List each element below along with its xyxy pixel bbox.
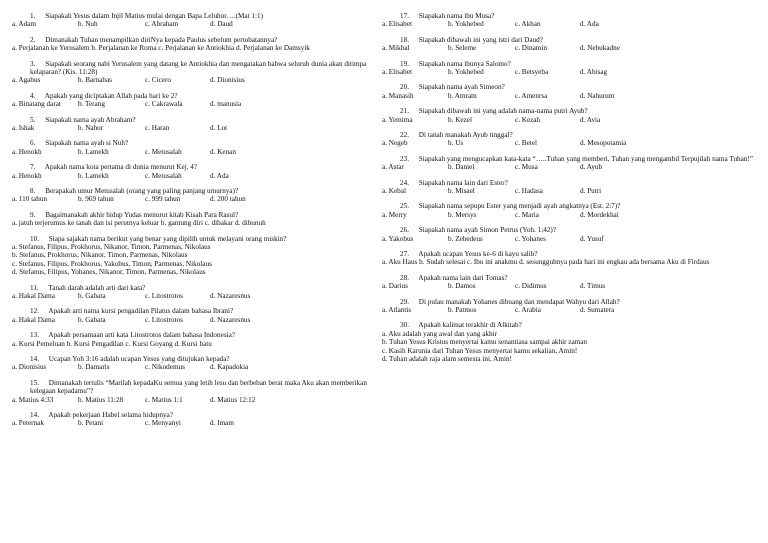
answer-options (12, 20, 382, 28)
answer-option-line[interactable]: a. Aku adalah yang awal dan yang akhir (382, 329, 497, 338)
answer-options (12, 316, 382, 324)
question-text (382, 274, 764, 282)
answer-options (12, 195, 382, 203)
answer-option[interactable]: a. Matius 4:33 (12, 395, 54, 404)
answer-option-line[interactable]: a. Stefanus, Filipus, Prokhorus, Nikanor, Timon, Parmenas, Nikolaus (12, 243, 211, 252)
question-number: 13. (30, 331, 39, 340)
question-spacer (12, 372, 382, 379)
answer-option[interactable]: d. Ada (210, 171, 229, 180)
question-label: Dimanakah Tuhan menampilkan diriNya kepada Paulus sebelum pertobatannya? (43, 35, 278, 44)
answer-option-line[interactable]: a. jatuh terjerumus ke tanah dan isi perutnya keluar b. gantung diri c. dibakar d. dibunuh (12, 219, 266, 228)
answer-options (12, 419, 382, 427)
question-left-3 (12, 60, 382, 92)
question-left-8 (12, 187, 382, 211)
left-column (12, 12, 382, 435)
answer-option[interactable]: c. Cicero (145, 76, 171, 85)
question-spacer (12, 404, 382, 411)
question-label: Apakah arti nama kursi pengadilan Pilatus dalam bahasa Ibrani? (46, 307, 234, 316)
question-label: Siapakah nama ayah Abraham? (43, 115, 136, 124)
answer-option[interactable]: a. Yakobus (382, 234, 414, 243)
question-spacer (382, 267, 764, 274)
question-spacer (382, 29, 764, 36)
answer-option[interactable]: c. Matius 1:1 (145, 395, 183, 404)
answer-option-line[interactable]: c. Kasih Karunia dari Tuhan Yesus menyertai kamu sekalian, Amin! (382, 346, 578, 355)
question-text (382, 36, 764, 44)
question-left-15 (12, 379, 382, 411)
answer-option[interactable]: b. Kezel (448, 115, 472, 124)
question-right-4 (382, 83, 764, 107)
question-label: Berapakah umur Metusalah (orang yang paling panjang umurnya)? (43, 187, 239, 195)
answer-option[interactable]: c. Betel (515, 139, 537, 148)
answer-options (382, 163, 764, 171)
answer-option[interactable]: c. Akhan (515, 20, 541, 29)
answer-options (12, 363, 382, 371)
question-number: 9. (30, 210, 36, 219)
answer-option[interactable]: b. Petani (78, 419, 104, 428)
question-number: 28. (400, 273, 409, 282)
answer-option[interactable]: a. Dionisius (12, 363, 47, 372)
answer-option[interactable]: a. Hakal Dama (12, 315, 55, 324)
answer-options (12, 76, 382, 84)
answer-option[interactable]: c. Nikodemus (145, 363, 185, 372)
question-spacer (382, 172, 764, 179)
answer-options (382, 44, 764, 52)
answer-option[interactable]: d. Lot (210, 124, 228, 133)
answer-option[interactable]: c. Hadasa (515, 186, 543, 195)
question-left-14 (12, 355, 382, 379)
answer-options (382, 116, 764, 124)
question-label: Apakah kalimat terakhir di Alkitab? (416, 321, 522, 330)
question-spacer (12, 109, 382, 116)
question-right-3 (382, 60, 764, 84)
question-number: 3. (30, 59, 36, 68)
question-label: Di tanah manakah Ayub tinggal? (416, 130, 513, 139)
question-left-12 (12, 307, 382, 331)
question-label: Siapakah nama sepupu Ester yang menjadi ayah angkatnya (Est. 2:7)? (416, 202, 621, 211)
answer-option[interactable]: d. Nazaresnus (210, 292, 251, 301)
answer-options (12, 100, 382, 108)
question-spacer (12, 300, 382, 307)
answer-option[interactable]: c. Cakrawala (145, 100, 183, 109)
answer-option[interactable]: c. Metusalah (145, 171, 182, 180)
question-number: 15. (30, 378, 39, 387)
question-spacer (382, 124, 764, 131)
answer-options (382, 211, 764, 219)
question-label: Apakah nama lain dari Tomas? (416, 273, 508, 282)
question-number: 19. (400, 59, 409, 68)
answer-option[interactable]: a. Peternak (12, 419, 44, 428)
question-right-8 (382, 179, 764, 203)
question-right-13 (382, 298, 764, 322)
answer-option-line[interactable]: b. Stefanus, Prokhorus, Nikanor, Timon, Parmenas, Nikolaus (12, 251, 188, 260)
question-number: 14. (30, 411, 39, 420)
question-number: 2. (30, 35, 36, 44)
question-label: Siapakah dibawah ini yang istri dari Daud? (416, 35, 543, 44)
question-label: Di pulau manakah Yohanes dibuang dan mendapat Wahyu dari Allah? (416, 297, 620, 306)
answer-option[interactable]: a. Kebal (382, 186, 406, 195)
question-right-11 (382, 250, 764, 274)
answer-option[interactable]: b. Yokhebed (448, 68, 484, 76)
answer-option[interactable]: b. Damos (448, 282, 476, 291)
answer-option[interactable]: c. Kezah (515, 115, 541, 124)
question-label: Siapakah nama ibu Musa? (416, 12, 495, 20)
question-spacer (382, 76, 764, 83)
question-text (382, 12, 764, 20)
question-spacer (382, 100, 764, 107)
answer-options (382, 139, 764, 147)
answer-option[interactable]: c. Betsyeba (515, 68, 549, 76)
answer-option[interactable]: d. Mesopotamia (580, 139, 627, 148)
question-text (12, 36, 382, 44)
answer-options (12, 172, 382, 180)
answer-option-line[interactable]: b. Tuhan Yesus Kristus menyertai kamu senantiasa sampai akhir zaman (382, 338, 588, 347)
question-text (382, 155, 764, 163)
question-label: Apakah persamaan arti kata Litostrotos dalam bahasa Indonesia? (46, 331, 235, 340)
question-text (12, 284, 382, 292)
question-spacer (382, 53, 764, 60)
answer-option[interactable]: b. Us (448, 139, 464, 148)
answer-option[interactable]: a. 110 tahun (12, 195, 48, 204)
question-text (12, 187, 382, 195)
question-label: Siapakah nama ayah Simeon? (416, 83, 505, 92)
answer-option[interactable]: d. Avia (580, 115, 601, 124)
answer-option[interactable]: b. Patmos (448, 305, 477, 314)
question-spacer (12, 53, 382, 60)
question-left-9 (12, 211, 382, 235)
question-text (12, 163, 382, 171)
answer-option[interactable]: d. manusia (210, 100, 242, 109)
question-label: Siapakah nama ayah si Nuh? (43, 139, 129, 148)
answer-option[interactable]: d. Mordekhai (580, 210, 619, 219)
answer-option[interactable]: a. Yemima (382, 115, 413, 124)
question-spacer (12, 156, 382, 163)
question-spacer (12, 348, 382, 355)
answer-option[interactable]: a. Mikhal (382, 44, 410, 53)
answer-option[interactable]: a. Manasih (382, 91, 414, 100)
question-text (382, 60, 764, 68)
question-label: Apakah nama kota pertama di dunia menurut Kej. 4? (43, 163, 198, 172)
question-spacer (382, 219, 764, 226)
question-text (12, 307, 382, 315)
question-right-5 (382, 107, 764, 131)
answer-option[interactable]: d. Abisag (580, 68, 608, 76)
answer-option[interactable]: d. Matius 12:12 (210, 395, 256, 404)
answer-option[interactable]: b. Amram (448, 91, 477, 100)
answer-options (382, 92, 764, 100)
question-label: Apakah yang diciptakan Allah pada hari ke 2? (43, 91, 178, 100)
answer-option[interactable]: b. Mersys (448, 210, 477, 219)
question-spacer (382, 243, 764, 250)
answer-option[interactable]: d. Dionisius (210, 76, 245, 85)
answer-options (12, 292, 382, 300)
question-label: Ucapan Yoh 3:16 adalah ucapan Yesus yang ditujukan kepada? (46, 355, 230, 364)
answer-option[interactable]: a. Elisabet (382, 68, 412, 76)
answer-option[interactable]: d. Imam (210, 419, 234, 428)
question-left-7 (12, 163, 382, 187)
question-text (12, 92, 382, 100)
answer-option[interactable]: c. Didimus (515, 282, 547, 291)
question-number: 22. (400, 130, 409, 139)
answer-option[interactable]: c. Litostrotos (145, 315, 183, 324)
answer-option[interactable]: a. Negeb (382, 139, 408, 148)
answer-options (382, 68, 764, 76)
answer-option-line[interactable]: d. Tuhan adalah raja alam semesta ini, Amin! (382, 355, 512, 363)
answer-option[interactable]: c. Haran (145, 124, 170, 133)
answer-option[interactable]: b. Lamekh (78, 171, 109, 180)
question-text (12, 355, 382, 363)
question-label: Apakah ucapan Yesus ke-6 di kayu salib? (416, 249, 538, 258)
answer-option[interactable]: b. Gabata (78, 315, 106, 324)
answer-option[interactable]: d. Sumatera (580, 305, 615, 314)
answer-option[interactable]: a. Hakal Dama (12, 292, 55, 301)
answer-option[interactable]: c. Maria (515, 210, 539, 219)
answer-option[interactable]: d. Ayub (580, 163, 603, 172)
answer-option-line[interactable]: a. Perjalanan ke Yerusalem b. Perjalanan ke Roma c. Perjalanan ke Antiokhia d. Perjalanan ke Damsyik (12, 44, 310, 53)
question-text (12, 116, 382, 124)
right-column (382, 12, 764, 370)
answer-options (12, 396, 382, 404)
question-text (382, 179, 764, 187)
question-label: Siapakah dibawah ini yang adalah nama-nama putri Ayub? (416, 107, 588, 116)
question-spacer (12, 132, 382, 139)
answer-option[interactable]: c. Metusalah (145, 147, 182, 156)
answer-option[interactable]: b. Barnabas (78, 76, 112, 85)
question-number: 6. (30, 139, 36, 148)
question-left-13 (12, 331, 382, 355)
answer-option[interactable]: b. Misael (448, 186, 475, 195)
question-left-16 (12, 411, 382, 435)
question-spacer (382, 291, 764, 298)
question-number: 27. (400, 249, 409, 258)
question-number: 21. (400, 107, 409, 116)
question-right-10 (382, 226, 764, 250)
answer-option[interactable]: a. Henokh (12, 171, 42, 180)
answer-option[interactable]: a. Merry (382, 210, 407, 219)
question-left-4 (12, 92, 382, 116)
question-text (382, 131, 764, 139)
question-left-6 (12, 139, 382, 163)
answer-options (382, 235, 764, 243)
answer-option[interactable]: c. 999 tahun (145, 195, 181, 204)
question-label: Siapakah seorang nabi Yerusalem yang datang ke Antiokhia dan mengatakan bahwa seluruh dunia akan ditimpa kelaparan? (Kis. 11:28) (30, 59, 367, 77)
answer-option-line[interactable]: c. Stefanus, Filipus, Prokhorus, Yakobus, Timon, Parmenas, Nikolaus (12, 259, 212, 268)
answer-option[interactable]: d. Yusuf (580, 234, 604, 243)
answer-options (382, 20, 764, 28)
answer-option[interactable]: d. 200 tahun (210, 195, 246, 204)
answer-option[interactable]: d. Nazaresnus (210, 315, 251, 324)
question-spacer (12, 428, 382, 435)
question-label: Bagaimanakah akhir hidup Yudas menurut kitab Kisah Para Rasul? (43, 210, 239, 219)
question-text (12, 411, 382, 419)
question-left-2 (12, 36, 382, 60)
answer-option[interactable]: b. Daniel (448, 163, 475, 172)
question-spacer (382, 148, 764, 155)
question-spacer (12, 277, 382, 284)
question-label: Siapa sajakah nama berikut yang benar yang dipilih untuk melayani orang miskin? (46, 234, 287, 243)
answer-option[interactable]: c. Menyanyi (145, 419, 181, 428)
question-text (382, 298, 764, 306)
answer-options (382, 187, 764, 195)
question-right-1 (382, 12, 764, 36)
answer-option[interactable]: a. Agabus (12, 76, 41, 85)
question-number: 17. (400, 12, 409, 20)
question-right-6 (382, 131, 764, 155)
answer-option[interactable]: b. Lamekh (78, 147, 109, 156)
question-number: 26. (400, 226, 409, 235)
question-right-7 (382, 155, 764, 179)
question-number: 5. (30, 115, 36, 124)
question-left-10 (12, 235, 382, 284)
answer-option[interactable]: c. Abraham (145, 20, 179, 29)
question-number: 4. (30, 91, 36, 100)
question-text (382, 321, 764, 329)
question-spacer (12, 85, 382, 92)
question-label: Siapakah yang mengucapkan kata-kata “…..Tuhan yang memberi, Tuhan yang mengambil Terpujilah nama Tuhan!” (416, 154, 754, 163)
question-spacer (382, 314, 764, 321)
question-number: 29. (400, 297, 409, 306)
question-text (382, 107, 764, 115)
answer-option[interactable]: d. Kapadokia (210, 363, 249, 372)
answer-option[interactable]: b. Terang (78, 100, 105, 109)
answer-option[interactable]: b. Seleme (448, 44, 477, 53)
question-number: 18. (400, 35, 409, 44)
question-right-14 (382, 321, 764, 370)
answer-option[interactable]: b. Matius 11:28 (78, 395, 124, 404)
answer-option[interactable]: b. 969 tahun (78, 195, 114, 204)
question-text (12, 139, 382, 147)
question-text (382, 202, 764, 210)
question-spacer (12, 324, 382, 331)
question-text (12, 211, 382, 219)
answer-option[interactable]: c. Yohanes (515, 234, 546, 243)
answer-option[interactable]: d. Ada (580, 20, 599, 29)
question-number: 12. (30, 307, 39, 316)
question-left-5 (12, 116, 382, 140)
question-right-2 (382, 36, 764, 60)
answer-option[interactable]: d. Putri (580, 186, 602, 195)
question-number: 8. (30, 187, 36, 195)
question-number: 10. (30, 234, 39, 243)
answer-option[interactable]: a. Astar (382, 163, 404, 172)
answer-options (12, 148, 382, 156)
answer-option[interactable]: b. Yokhebed (448, 20, 484, 29)
question-label: Tanah darah adalah arti dari kata? (46, 283, 146, 292)
answer-option[interactable]: b. Gabata (78, 292, 106, 301)
answer-options (382, 282, 764, 290)
answer-options (382, 306, 764, 314)
answer-option[interactable]: c. Amenrsa (515, 91, 548, 100)
question-text (12, 235, 382, 243)
question-spacer (12, 29, 382, 36)
question-number: 30. (400, 321, 409, 330)
question-label: Siapakah nama ayah Simon Petrus (Yoh. 1:42)? (416, 226, 556, 235)
question-right-9 (382, 202, 764, 226)
answer-options (12, 124, 382, 132)
answer-option-line[interactable]: a. Kursi Pemeluan b. Kursi Pengadilan c. Kursi Goyang d. Kursi batu (12, 339, 212, 348)
answer-option[interactable]: d. Kenan (210, 147, 236, 156)
answer-option[interactable]: d. Nahurum (580, 91, 615, 100)
answer-option[interactable]: a. Binatang darat (12, 100, 61, 109)
question-text (12, 331, 382, 339)
question-number: 7. (30, 163, 36, 172)
answer-option-line[interactable]: a. Aku Haus b. Sudah selesai c. Ibu ini anakmu d. sesungguhnya pada hari ini engkau ada bersama Aku di Firdaus (382, 258, 710, 267)
question-number: 11. (30, 283, 39, 292)
question-text (382, 83, 764, 91)
question-left-1 (12, 12, 382, 36)
question-number: 20. (400, 83, 409, 92)
answer-option[interactable]: a. Ishak (12, 124, 35, 133)
question-label: Siapakah nama ibunya Salomo? (416, 59, 511, 68)
question-text (12, 379, 382, 396)
question-number: 23. (400, 154, 409, 163)
question-left-11 (12, 284, 382, 308)
answer-option[interactable]: c. Arabia (515, 305, 541, 314)
question-spacer (12, 228, 382, 235)
question-label: Siapakah nama lain dari Ester? (416, 178, 508, 187)
answer-option[interactable]: b. Nuh (78, 20, 98, 29)
answer-option[interactable]: a. Darius (382, 282, 408, 291)
answer-option[interactable]: b. Nahor (78, 124, 104, 133)
answer-option[interactable]: a. Adam (12, 20, 36, 29)
answer-option[interactable]: a. Elisabet (382, 20, 412, 29)
question-spacer (382, 195, 764, 202)
question-text (382, 250, 764, 258)
question-label: Apakah pekerjaan Habel selama hidupnya? (46, 411, 173, 420)
question-text (12, 12, 382, 20)
question-number: 1. (30, 12, 36, 20)
question-label: Dimanakah tertulis “Marilah kepadaKu semua yang letih lesu dan berbeban berat maka Aku akan memberikan kelegaan kepadamu”? (30, 378, 367, 396)
question-spacer (382, 363, 764, 370)
answer-option-line[interactable]: d. Stefanus, Filipus, Yohanes, Nikanor, Timon, Parmenas, Nikolaus (12, 268, 206, 277)
question-number: 25. (400, 202, 409, 211)
answer-option[interactable]: c. Musa (515, 163, 538, 172)
answer-option[interactable]: a. Henokh (12, 147, 42, 156)
answer-option[interactable]: c. Dinamin (515, 44, 547, 53)
answer-option[interactable]: d. Daud (210, 20, 233, 29)
question-number: 24. (400, 178, 409, 187)
answer-option[interactable]: a. Atlantis (382, 305, 412, 314)
question-spacer (12, 180, 382, 187)
question-text (382, 226, 764, 234)
question-text (12, 60, 382, 77)
answer-option[interactable]: c. Litostrotos (145, 292, 183, 301)
answer-option[interactable]: d. Timus (580, 282, 606, 291)
question-right-12 (382, 274, 764, 298)
answer-option[interactable]: b. Damaris (78, 363, 110, 372)
question-spacer (12, 204, 382, 211)
question-number: 14. (30, 355, 39, 364)
answer-option[interactable]: b. Zebedeus (448, 234, 483, 243)
answer-option[interactable]: d. Nebukadne (580, 44, 620, 53)
question-label: Siapakah Yesus dalam Injil Matius mulai dengan Bapa Leluhur….(Mat 1:1) (43, 12, 263, 20)
